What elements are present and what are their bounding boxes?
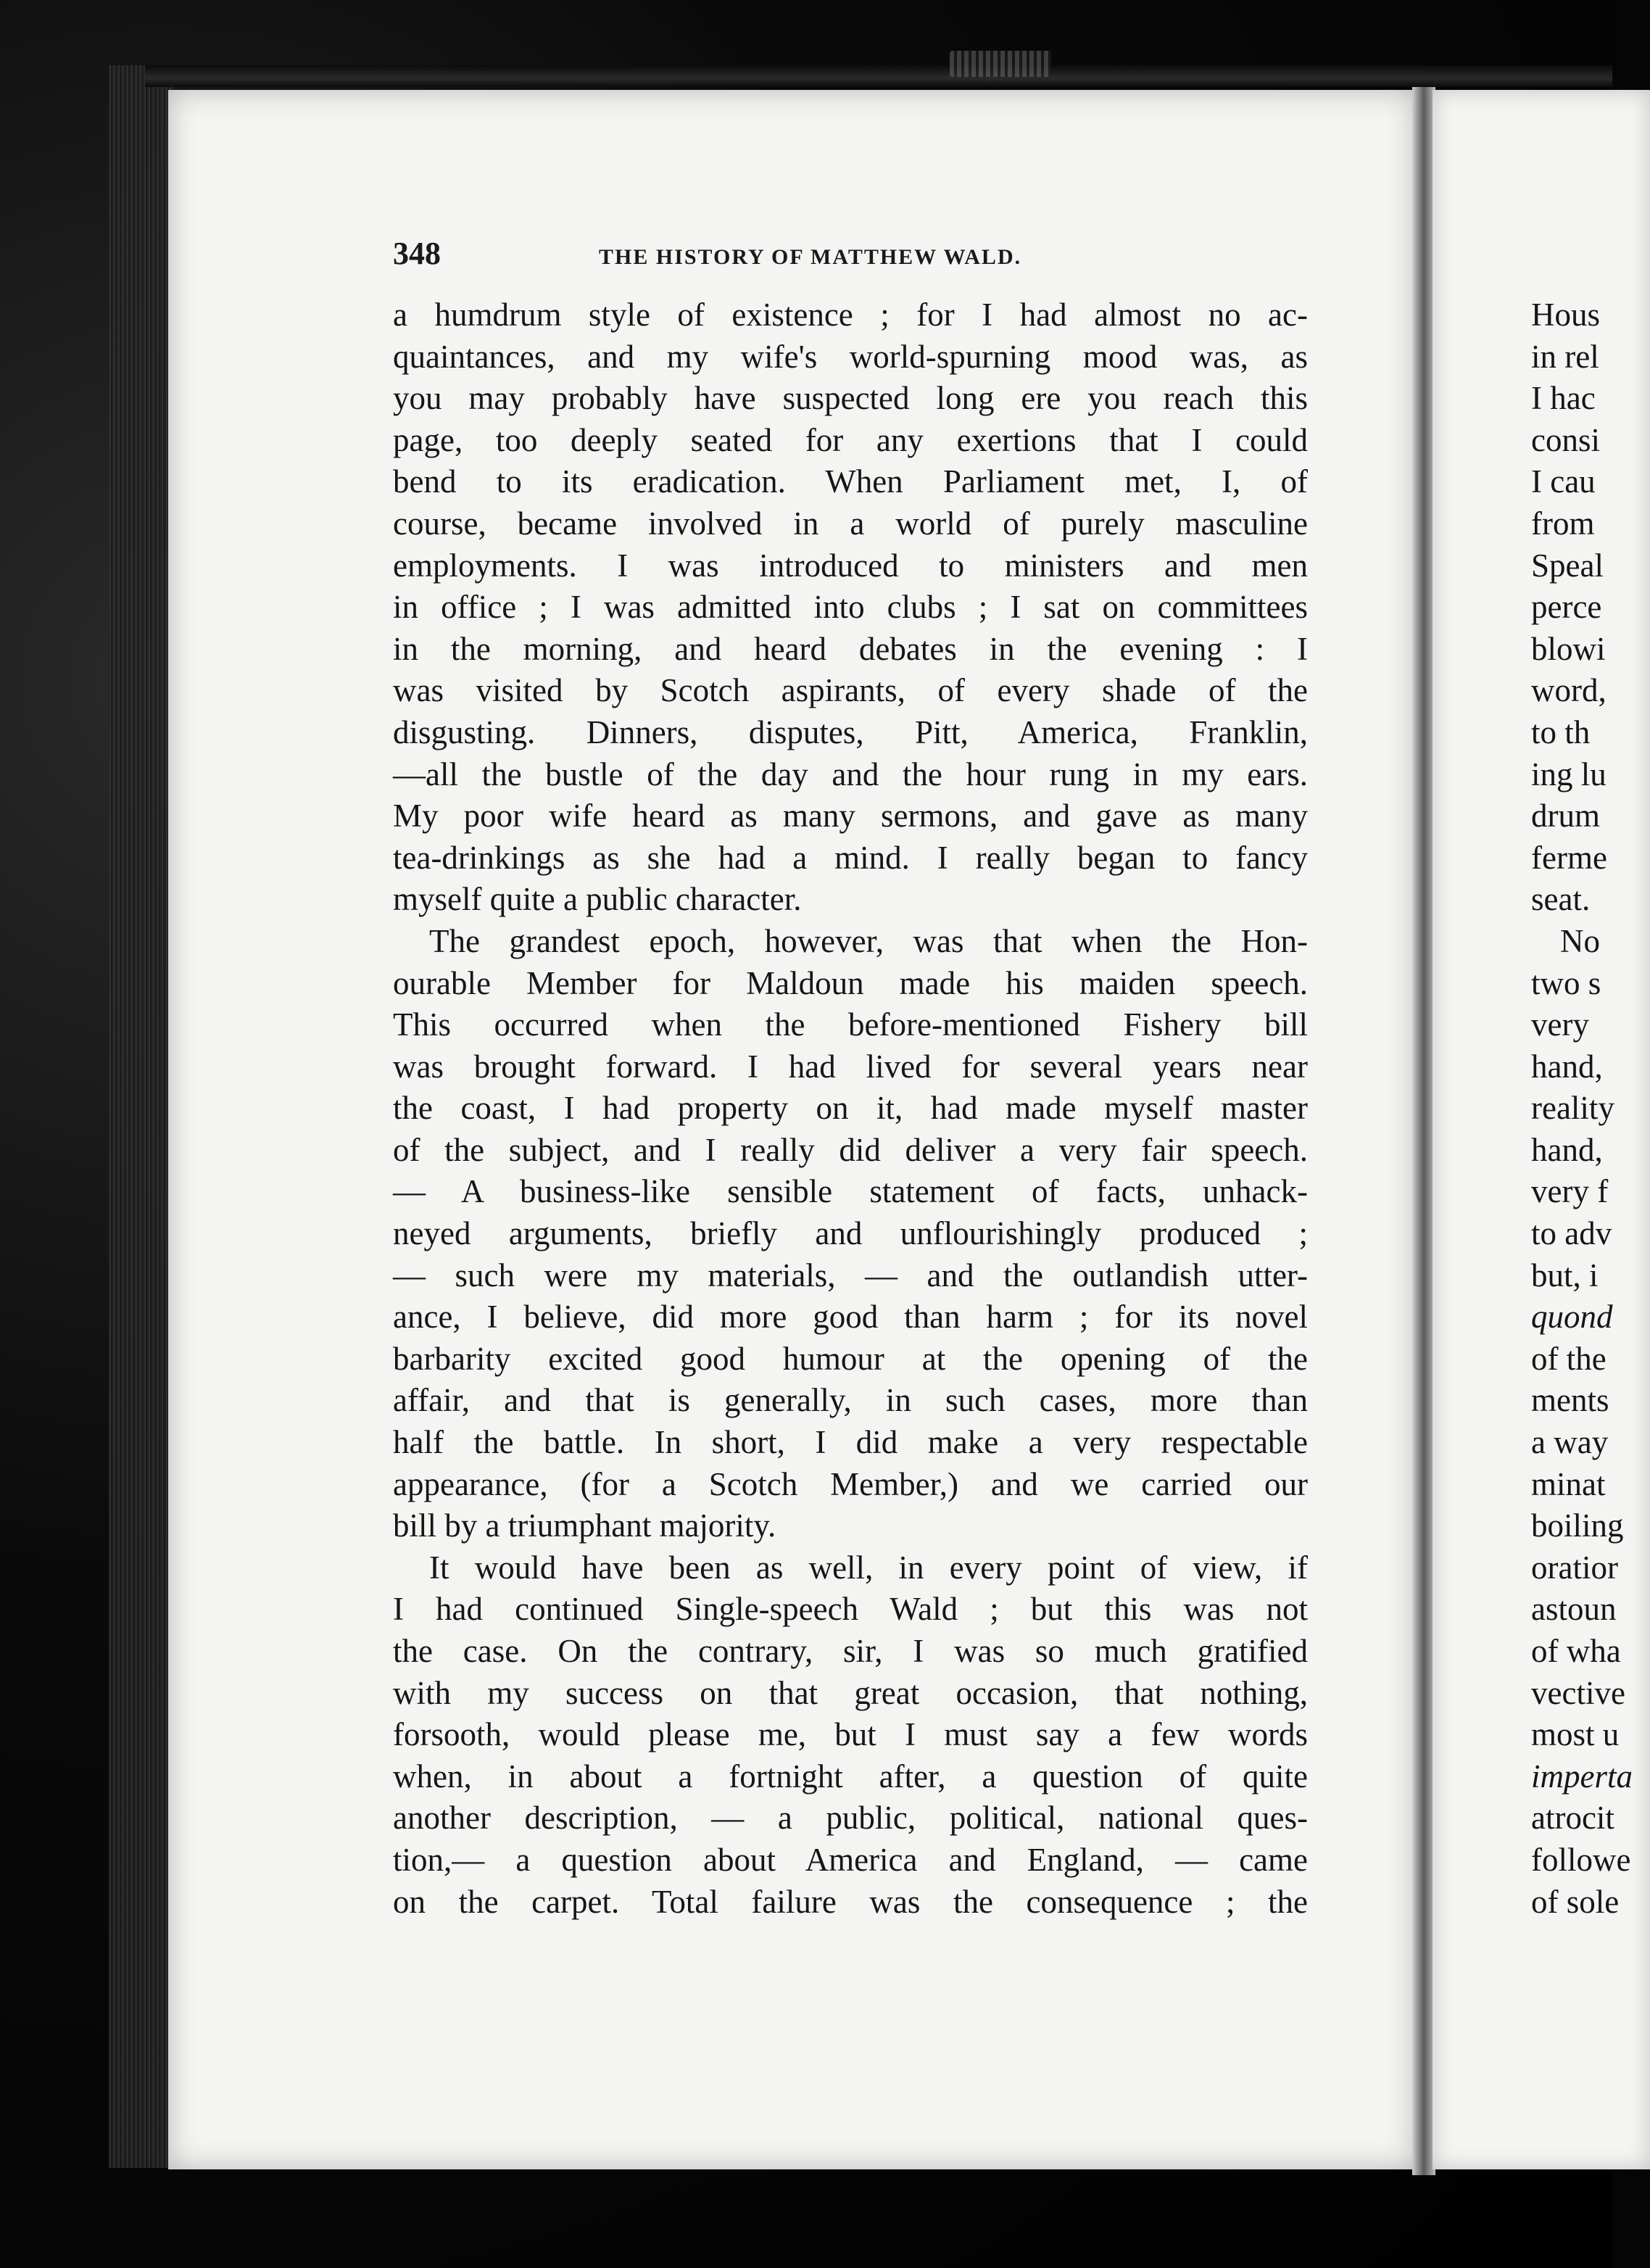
next-page-line: seat.: [1531, 881, 1591, 918]
next-page-line: boiling: [1531, 1507, 1624, 1544]
text-line: course, became involved in a world of purely masculine: [393, 505, 1308, 542]
next-page-line: in rel: [1531, 338, 1599, 375]
text-line: I had continued Single-speech Wald ; but this was not: [393, 1591, 1308, 1628]
next-page-line: two s: [1531, 964, 1601, 1001]
text-line: you may probably have suspected long ere you reach this: [393, 380, 1308, 417]
next-page-line: ferme: [1531, 839, 1607, 876]
text-line: neyed arguments, briefly and unflourishingly produced ;: [393, 1215, 1308, 1252]
text-line: The grandest epoch, however, was that when the Hon-: [429, 922, 1308, 959]
next-page-line: a way: [1531, 1424, 1609, 1461]
text-line: — A business-like sensible statement of facts, unhack-: [393, 1173, 1308, 1210]
page-edges: [109, 65, 174, 2168]
next-page-line: quond: [1531, 1299, 1613, 1336]
text-line: employments. I was introduced to ministers and men: [393, 547, 1308, 584]
next-page-line: most u: [1531, 1716, 1620, 1753]
running-title: THE HISTORY OF MATTHEW WALD.: [599, 245, 1022, 269]
text-line: another description, — a public, political, national ques-: [393, 1800, 1308, 1837]
text-line: This occurred when the before-mentioned Fishery bill: [393, 1006, 1308, 1043]
next-page-line: ments: [1531, 1382, 1609, 1419]
text-line: My poor wife heard as many sermons, and gave as many: [393, 798, 1308, 835]
next-page-line: very f: [1531, 1173, 1609, 1210]
text-line: in the morning, and heard debates in the evening : I: [393, 630, 1308, 667]
text-line: myself quite a public character.: [393, 881, 802, 918]
next-page-line: to adv: [1531, 1215, 1612, 1252]
text-line: — such were my materials, — and the outlandish utter-: [393, 1257, 1308, 1294]
next-page-line: very: [1531, 1006, 1589, 1043]
text-line: in office ; I was admitted into clubs ; I sat on committees: [393, 589, 1308, 626]
next-page-line: I cau: [1531, 463, 1596, 500]
text-line: tea-drinkings as she had a mind. I really began to fancy: [393, 839, 1308, 876]
text-line: affair, and that is generally, in such cases, more than: [393, 1382, 1308, 1419]
next-page-line: Hous: [1531, 297, 1601, 333]
text-line: forsooth, would please me, but I must say a few words: [393, 1716, 1308, 1753]
top-library-mark: [950, 51, 1051, 77]
text-line: half the battle. In short, I did make a very respectable: [393, 1424, 1308, 1461]
next-page-line: Speal: [1531, 547, 1604, 584]
next-page-line: vective: [1531, 1674, 1625, 1711]
text-line: quaintances, and my wife's world-spurning mood was, as: [393, 338, 1308, 375]
text-line: on the carpet. Total failure was the consequence ; the: [393, 1883, 1308, 1920]
text-line: ance, I believe, did more good than harm ; for its novel: [393, 1299, 1308, 1336]
next-page-line: minat: [1531, 1465, 1606, 1502]
body-text: [393, 294, 1308, 1923]
next-page-line: of sole: [1531, 1883, 1620, 1920]
text-line: —all the bustle of the day and the hour rung in my ears.: [393, 756, 1308, 792]
page-number: 348: [393, 236, 441, 271]
text-line: when, in about a fortnight after, a question of quite: [393, 1758, 1308, 1795]
next-page-line: drum: [1531, 798, 1600, 835]
top-binding-strip: [145, 65, 1612, 87]
text-line: page, too deeply seated for any exertions that I could: [393, 421, 1308, 458]
next-page-line: astoun: [1531, 1591, 1617, 1628]
text-line: tion,— a question about America and England, — came: [393, 1841, 1308, 1878]
text-line: bend to its eradication. When Parliament met, I, of: [393, 463, 1308, 500]
text-line: was brought forward. I had lived for several years near: [393, 1048, 1308, 1085]
next-page-line: but, i: [1531, 1257, 1599, 1294]
next-page-line: ing lu: [1531, 756, 1607, 792]
next-page-line: I hac: [1531, 380, 1596, 417]
text-line: bill by a triumphant majority.: [393, 1507, 776, 1544]
text-line: of the subject, and I really did deliver a very fair speech.: [393, 1131, 1308, 1168]
next-page-line: perce: [1531, 589, 1602, 626]
next-page-line: hand,: [1531, 1048, 1603, 1085]
text-line: a humdrum style of existence ; for I had almost no ac-: [393, 297, 1308, 333]
next-page-text: [1531, 294, 1633, 1923]
next-page-line: to th: [1531, 713, 1591, 750]
text-line: the coast, I had property on it, had made myself master: [393, 1090, 1308, 1127]
next-page-line: oratior: [1531, 1549, 1618, 1586]
next-page-line: from: [1531, 505, 1595, 542]
next-page-line: atrocit: [1531, 1800, 1614, 1837]
next-page-line: reality: [1531, 1090, 1614, 1127]
text-line: It would have been as well, in every point of view, if: [429, 1549, 1308, 1586]
text-line: disgusting. Dinners, disputes, Pitt, America, Franklin,: [393, 713, 1308, 750]
next-page-line: blowi: [1531, 630, 1606, 667]
next-page-line: hand,: [1531, 1131, 1603, 1168]
text-line: with my success on that great occasion, that nothing,: [393, 1674, 1308, 1711]
text-line: barbarity excited good humour at the opening of the: [393, 1340, 1308, 1377]
next-page-line: No: [1560, 922, 1600, 959]
next-page-line: consi: [1531, 421, 1600, 458]
next-page-line: followe: [1531, 1841, 1631, 1878]
text-line: ourable Member for Maldoun made his maiden speech.: [393, 964, 1308, 1001]
text-line: the case. On the contrary, sir, I was so much gratified: [393, 1633, 1308, 1669]
next-page-line: of wha: [1531, 1633, 1621, 1669]
text-line: appearance, (for a Scotch Member,) and we carried our: [393, 1465, 1308, 1502]
next-page-line: imperta: [1531, 1758, 1633, 1795]
text-line: was visited by Scotch aspirants, of every shade of the: [393, 672, 1308, 709]
next-page-line: word,: [1531, 672, 1607, 709]
next-page-line: of the: [1531, 1340, 1607, 1377]
